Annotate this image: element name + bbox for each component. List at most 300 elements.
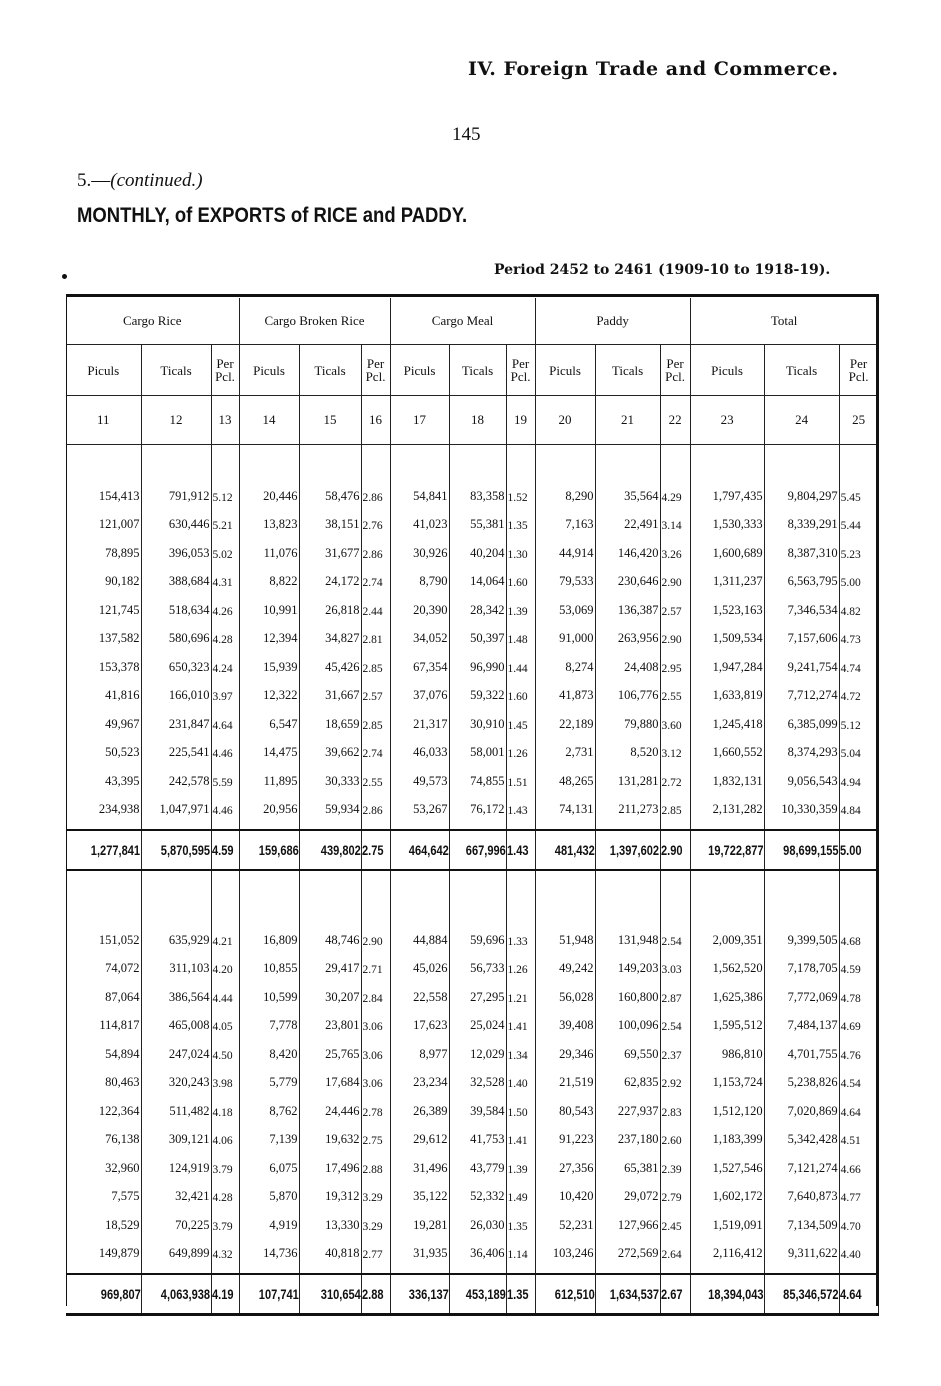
table-cell: 8,762 — [239, 1090, 299, 1119]
table-row — [66, 760, 878, 789]
table-cell: 18,659 — [299, 703, 361, 732]
table-cell: 272,569 — [595, 1233, 660, 1262]
table-cell: 11,076 — [239, 532, 299, 561]
table-cell: 22,491 — [595, 504, 660, 533]
table-cell: 12,029 — [449, 1033, 506, 1062]
table-cell: 1,832,131 — [690, 760, 764, 789]
table-cell: 18,529 — [66, 1204, 141, 1233]
table-body — [66, 445, 878, 1315]
table-cell: 7,712,274 — [764, 675, 839, 704]
table-cell: 1.43 — [506, 789, 535, 818]
table-cell: 4.59 — [839, 948, 878, 977]
table-cell: 1.21 — [506, 976, 535, 1005]
table-cell: 146,420 — [595, 532, 660, 561]
total-value: 969,807 — [100, 1286, 141, 1302]
table-cell: 3.26 — [660, 532, 690, 561]
table-cell: 4.26 — [211, 589, 239, 618]
table-cell: 3.03 — [660, 948, 690, 977]
table-cell: 4.24 — [211, 646, 239, 675]
table-cell: 74,131 — [535, 789, 595, 818]
table-cell: 54,841 — [390, 475, 449, 504]
table-cell: 114,817 — [66, 1005, 141, 1034]
total-value: 4.64 — [839, 1286, 862, 1302]
table-cell: 59,696 — [449, 919, 506, 948]
table-cell: 1,660,552 — [690, 732, 764, 761]
table-cell: 10,330,359 — [764, 789, 839, 818]
table-cell: 388,684 — [141, 561, 211, 590]
table-cell: 32,960 — [66, 1147, 141, 1176]
column-number: 15 — [299, 396, 361, 445]
table-cell: 5.23 — [839, 532, 878, 561]
column-number: 21 — [595, 396, 660, 445]
table-cell: 2.57 — [361, 675, 390, 704]
table-cell: 986,810 — [690, 1033, 764, 1062]
table-cell: 4.74 — [839, 646, 878, 675]
total-cell — [535, 830, 595, 870]
table-cell: 7,772,069 — [764, 976, 839, 1005]
table-cell: 650,323 — [141, 646, 211, 675]
table-cell: 8,274 — [535, 646, 595, 675]
table-cell: 4.82 — [839, 589, 878, 618]
table-cell: 1.60 — [506, 675, 535, 704]
total-value: 18,394,043 — [708, 1286, 764, 1302]
table-cell: 10,420 — [535, 1176, 595, 1205]
table-cell: 80,463 — [66, 1062, 141, 1091]
table-cell: 52,332 — [449, 1176, 506, 1205]
table-cell: 1.35 — [506, 504, 535, 533]
table-cell: 17,496 — [299, 1147, 361, 1176]
table-row — [66, 532, 878, 561]
table-cell: 309,121 — [141, 1119, 211, 1148]
total-cell — [299, 830, 361, 870]
table-cell: 4.51 — [839, 1119, 878, 1148]
table-cell: 1.35 — [506, 1204, 535, 1233]
total-cell — [211, 1274, 239, 1315]
table-cell: 1.44 — [506, 646, 535, 675]
top-rule — [66, 294, 878, 297]
table-cell: 8,520 — [595, 732, 660, 761]
table-cell: 74,855 — [449, 760, 506, 789]
table-cell: 1,183,399 — [690, 1119, 764, 1148]
table-cell: 2.39 — [660, 1147, 690, 1176]
table-cell: 8,790 — [390, 561, 449, 590]
table-cell: 154,413 — [66, 475, 141, 504]
total-cell — [764, 1274, 839, 1315]
total-cell — [535, 1274, 595, 1315]
table-cell: 4.20 — [211, 948, 239, 977]
table-cell: 5.12 — [211, 475, 239, 504]
total-value: 453,189 — [465, 1286, 506, 1302]
table-cell: 91,223 — [535, 1119, 595, 1148]
table-cell: 124,919 — [141, 1147, 211, 1176]
table-cell: 79,533 — [535, 561, 595, 590]
column-number: 11 — [66, 396, 141, 445]
table-cell: 396,053 — [141, 532, 211, 561]
table-cell: 2.37 — [660, 1033, 690, 1062]
table-cell: 1.49 — [506, 1176, 535, 1205]
column-number-row — [66, 396, 878, 445]
table-cell: 5.44 — [839, 504, 878, 533]
table-cell: 49,242 — [535, 948, 595, 977]
table-cell: 1.45 — [506, 703, 535, 732]
table-cell: 29,346 — [535, 1033, 595, 1062]
table-cell: 30,207 — [299, 976, 361, 1005]
total-value: 107,741 — [258, 1286, 299, 1302]
table-cell: 103,246 — [535, 1233, 595, 1262]
table-cell: 55,381 — [449, 504, 506, 533]
total-cell — [660, 830, 690, 870]
table-cell: 17,684 — [299, 1062, 361, 1091]
total-cell — [690, 830, 764, 870]
table-cell: 29,072 — [595, 1176, 660, 1205]
table-cell: 1.41 — [506, 1005, 535, 1034]
total-value: 4.19 — [211, 1286, 234, 1302]
table-cell: 87,064 — [66, 976, 141, 1005]
table-cell: 26,030 — [449, 1204, 506, 1233]
table-cell: 5.59 — [211, 760, 239, 789]
table-cell: 518,634 — [141, 589, 211, 618]
margin-dot — [62, 274, 67, 279]
table-cell: 3.79 — [211, 1204, 239, 1233]
table-cell: 320,243 — [141, 1062, 211, 1091]
total-cell — [660, 1274, 690, 1315]
table-cell: 3.97 — [211, 675, 239, 704]
table-cell: 3.60 — [660, 703, 690, 732]
table-cell: 791,912 — [141, 475, 211, 504]
subheader-cell: Ticals — [299, 345, 361, 396]
table-cell: 1,509,534 — [690, 618, 764, 647]
table-cell: 1,595,512 — [690, 1005, 764, 1034]
table-cell: 630,446 — [141, 504, 211, 533]
table-row — [66, 1005, 878, 1034]
table-cell: 242,578 — [141, 760, 211, 789]
table-cell: 1,519,091 — [690, 1204, 764, 1233]
total-value: 1.35 — [506, 1286, 529, 1302]
table-cell: 1.41 — [506, 1119, 535, 1148]
table-cell: 25,024 — [449, 1005, 506, 1034]
total-cell — [595, 830, 660, 870]
continued-label — [77, 170, 203, 192]
total-value: 1,277,841 — [91, 842, 141, 858]
table-cell: 30,926 — [390, 532, 449, 561]
column-number: 17 — [390, 396, 449, 445]
table-row — [66, 948, 878, 977]
spacer-row — [66, 1261, 878, 1274]
column-number: 23 — [690, 396, 764, 445]
table-cell: 2.54 — [660, 1005, 690, 1034]
table-cell: 4.46 — [211, 732, 239, 761]
total-value: 159,686 — [258, 842, 299, 858]
table-cell: 4.21 — [211, 919, 239, 948]
table-cell: 38,151 — [299, 504, 361, 533]
table-cell: 30,910 — [449, 703, 506, 732]
table-cell: 100,096 — [595, 1005, 660, 1034]
exports-table — [66, 298, 879, 1316]
table-cell: 7,134,509 — [764, 1204, 839, 1233]
table-cell: 7,484,137 — [764, 1005, 839, 1034]
table-cell: 54,894 — [66, 1033, 141, 1062]
total-value: 1,634,537 — [610, 1286, 660, 1302]
total-cell — [239, 1274, 299, 1315]
table-cell: 43,395 — [66, 760, 141, 789]
table-cell: 32,528 — [449, 1062, 506, 1091]
table-cell: 45,426 — [299, 646, 361, 675]
table-cell: 3.79 — [211, 1147, 239, 1176]
table-cell: 1,530,333 — [690, 504, 764, 533]
table-cell: 2.87 — [660, 976, 690, 1005]
table-cell: 76,138 — [66, 1119, 141, 1148]
subheader-cell: Piculs — [390, 345, 449, 396]
table-cell: 1.30 — [506, 532, 535, 561]
total-cell — [66, 830, 141, 870]
table-cell: 13,823 — [239, 504, 299, 533]
subheader-cell: Piculs — [239, 345, 299, 396]
table-cell: 1.26 — [506, 948, 535, 977]
subheader-cell: Ticals — [449, 345, 506, 396]
table-cell: 1.39 — [506, 589, 535, 618]
total-cell — [141, 1274, 211, 1315]
table-cell: 2.92 — [660, 1062, 690, 1091]
table-cell: 4.66 — [839, 1147, 878, 1176]
table-cell: 69,550 — [595, 1033, 660, 1062]
column-number: 18 — [449, 396, 506, 445]
table-cell: 24,172 — [299, 561, 361, 590]
total-value: 439,802 — [320, 842, 361, 858]
table-cell: 41,023 — [390, 504, 449, 533]
table-cell: 7,139 — [239, 1119, 299, 1148]
section-title: IV. Foreign Trade and Commerce. — [468, 58, 839, 80]
table-cell: 7,178,705 — [764, 948, 839, 977]
table-cell: 1,512,120 — [690, 1090, 764, 1119]
table-cell: 231,847 — [141, 703, 211, 732]
table-cell: 12,394 — [239, 618, 299, 647]
table-cell: 50,523 — [66, 732, 141, 761]
subheader-cell: Piculs — [535, 345, 595, 396]
page-number: 145 — [452, 124, 481, 145]
table-cell: 1.40 — [506, 1062, 535, 1091]
table-cell: 160,800 — [595, 976, 660, 1005]
table-cell: 67,354 — [390, 646, 449, 675]
table-cell: 1,633,819 — [690, 675, 764, 704]
table-cell: 1.33 — [506, 919, 535, 948]
table-cell: 247,024 — [141, 1033, 211, 1062]
total-cell — [239, 830, 299, 870]
column-number: 19 — [506, 396, 535, 445]
table-cell: 9,804,297 — [764, 475, 839, 504]
table-cell: 2.85 — [660, 789, 690, 818]
total-value: 2.88 — [361, 1286, 384, 1302]
table-cell: 4.28 — [211, 618, 239, 647]
table-row — [66, 976, 878, 1005]
total-cell — [839, 830, 878, 870]
subheader-cell: Piculs — [66, 345, 141, 396]
table-cell: 2.90 — [660, 561, 690, 590]
table-cell: 30,333 — [299, 760, 361, 789]
subheader-cell: Per Pcl. — [839, 345, 878, 396]
table-cell: 25,765 — [299, 1033, 361, 1062]
table-cell: 122,364 — [66, 1090, 141, 1119]
table-cell: 7,575 — [66, 1176, 141, 1205]
table-cell: 23,234 — [390, 1062, 449, 1091]
table-cell: 4.28 — [211, 1176, 239, 1205]
table-cell: 2,731 — [535, 732, 595, 761]
subheader-cell: Piculs — [690, 345, 764, 396]
table-cell: 53,267 — [390, 789, 449, 818]
table-cell: 6,075 — [239, 1147, 299, 1176]
table-cell: 4.06 — [211, 1119, 239, 1148]
table-cell: 2.60 — [660, 1119, 690, 1148]
table-cell: 23,801 — [299, 1005, 361, 1034]
total-cell — [764, 830, 839, 870]
total-value: 336,137 — [408, 1286, 449, 1302]
table-cell: 16,809 — [239, 919, 299, 948]
total-cell — [390, 830, 449, 870]
table-cell: 3.29 — [361, 1204, 390, 1233]
table-cell: 32,421 — [141, 1176, 211, 1205]
table-cell: 127,966 — [595, 1204, 660, 1233]
table-cell: 465,008 — [141, 1005, 211, 1034]
table-cell: 3.98 — [211, 1062, 239, 1091]
table-cell: 4.64 — [839, 1090, 878, 1119]
table-cell: 3.06 — [361, 1033, 390, 1062]
table-row — [66, 1204, 878, 1233]
table-cell: 20,956 — [239, 789, 299, 818]
table-cell: 74,072 — [66, 948, 141, 977]
table-row — [66, 1176, 878, 1205]
table-cell: 39,662 — [299, 732, 361, 761]
table-cell: 8,374,293 — [764, 732, 839, 761]
table-row — [66, 561, 878, 590]
table-cell: 45,026 — [390, 948, 449, 977]
table-cell: 49,967 — [66, 703, 141, 732]
total-cell — [595, 1274, 660, 1315]
table-cell: 7,157,606 — [764, 618, 839, 647]
table-row — [66, 1033, 878, 1062]
table-row — [66, 789, 878, 818]
table-cell: 263,956 — [595, 618, 660, 647]
table-cell: 2.54 — [660, 919, 690, 948]
column-number: 16 — [361, 396, 390, 445]
table-row — [66, 504, 878, 533]
table-cell: 20,446 — [239, 475, 299, 504]
table-cell: 9,311,622 — [764, 1233, 839, 1262]
table-cell: 4.72 — [839, 675, 878, 704]
table-cell: 4.32 — [211, 1233, 239, 1262]
spacer-row — [66, 817, 878, 830]
table-cell: 44,884 — [390, 919, 449, 948]
table-cell: 4.69 — [839, 1005, 878, 1034]
table-cell: 511,482 — [141, 1090, 211, 1119]
table-cell: 7,163 — [535, 504, 595, 533]
table-cell: 237,180 — [595, 1119, 660, 1148]
subheader-cell: Ticals — [141, 345, 211, 396]
subheader-cell: Per Pcl. — [211, 345, 239, 396]
group-header: Total — [690, 298, 878, 345]
total-cell — [361, 830, 390, 870]
table-cell: 2.95 — [660, 646, 690, 675]
table-cell: 34,827 — [299, 618, 361, 647]
table-cell: 131,281 — [595, 760, 660, 789]
total-cell — [299, 1274, 361, 1315]
table-cell: 2.90 — [361, 919, 390, 948]
spacer-row — [66, 870, 878, 919]
table-cell: 1,602,172 — [690, 1176, 764, 1205]
table-cell: 1,153,724 — [690, 1062, 764, 1091]
table-cell: 2.81 — [361, 618, 390, 647]
table-cell: 14,736 — [239, 1233, 299, 1262]
continued-text: (continued.) — [110, 170, 203, 191]
table-cell: 1.52 — [506, 475, 535, 504]
table-cell: 4.70 — [839, 1204, 878, 1233]
table-cell: 26,818 — [299, 589, 361, 618]
table-cell: 48,265 — [535, 760, 595, 789]
table-cell: 8,387,310 — [764, 532, 839, 561]
table-cell: 20,390 — [390, 589, 449, 618]
table-cell: 580,696 — [141, 618, 211, 647]
table-cell: 4,919 — [239, 1204, 299, 1233]
total-row — [66, 830, 878, 870]
table-cell: 4.73 — [839, 618, 878, 647]
table-row — [66, 475, 878, 504]
table-cell: 1.48 — [506, 618, 535, 647]
total-value: 667,996 — [465, 842, 506, 858]
table-cell: 46,033 — [390, 732, 449, 761]
table-cell: 2.85 — [361, 646, 390, 675]
table-cell: 4.84 — [839, 789, 878, 818]
total-cell — [390, 1274, 449, 1315]
table-cell: 27,295 — [449, 976, 506, 1005]
subheader-row — [66, 345, 878, 396]
table-cell: 31,496 — [390, 1147, 449, 1176]
table-cell: 41,753 — [449, 1119, 506, 1148]
table-cell: 386,564 — [141, 976, 211, 1005]
table-cell: 1.60 — [506, 561, 535, 590]
table-cell: 58,476 — [299, 475, 361, 504]
table-cell: 2.90 — [660, 618, 690, 647]
table-cell: 7,346,534 — [764, 589, 839, 618]
table-cell: 15,939 — [239, 646, 299, 675]
frame-left-rule — [66, 294, 67, 1306]
table-cell: 1,600,689 — [690, 532, 764, 561]
table-cell: 2.71 — [361, 948, 390, 977]
table-cell: 149,879 — [66, 1233, 141, 1262]
table-cell: 9,056,543 — [764, 760, 839, 789]
table-row — [66, 703, 878, 732]
group-header: Paddy — [535, 298, 690, 345]
table-cell: 1.39 — [506, 1147, 535, 1176]
table-cell: 3.06 — [361, 1062, 390, 1091]
total-cell — [449, 830, 506, 870]
table-cell: 2,131,282 — [690, 789, 764, 818]
table-cell: 2.64 — [660, 1233, 690, 1262]
table-cell: 225,541 — [141, 732, 211, 761]
table-cell: 5.12 — [839, 703, 878, 732]
table-cell: 3.12 — [660, 732, 690, 761]
total-cell — [449, 1274, 506, 1315]
table-cell: 4.77 — [839, 1176, 878, 1205]
table-cell: 635,929 — [141, 919, 211, 948]
table-cell: 2.44 — [361, 589, 390, 618]
total-value: 2.75 — [361, 842, 384, 858]
table-cell: 26,389 — [390, 1090, 449, 1119]
table-cell: 19,632 — [299, 1119, 361, 1148]
table-cell: 6,385,099 — [764, 703, 839, 732]
table-cell: 2.57 — [660, 589, 690, 618]
table-cell: 4.44 — [211, 976, 239, 1005]
table-cell: 7,640,873 — [764, 1176, 839, 1205]
table-cell: 59,934 — [299, 789, 361, 818]
table-row — [66, 618, 878, 647]
